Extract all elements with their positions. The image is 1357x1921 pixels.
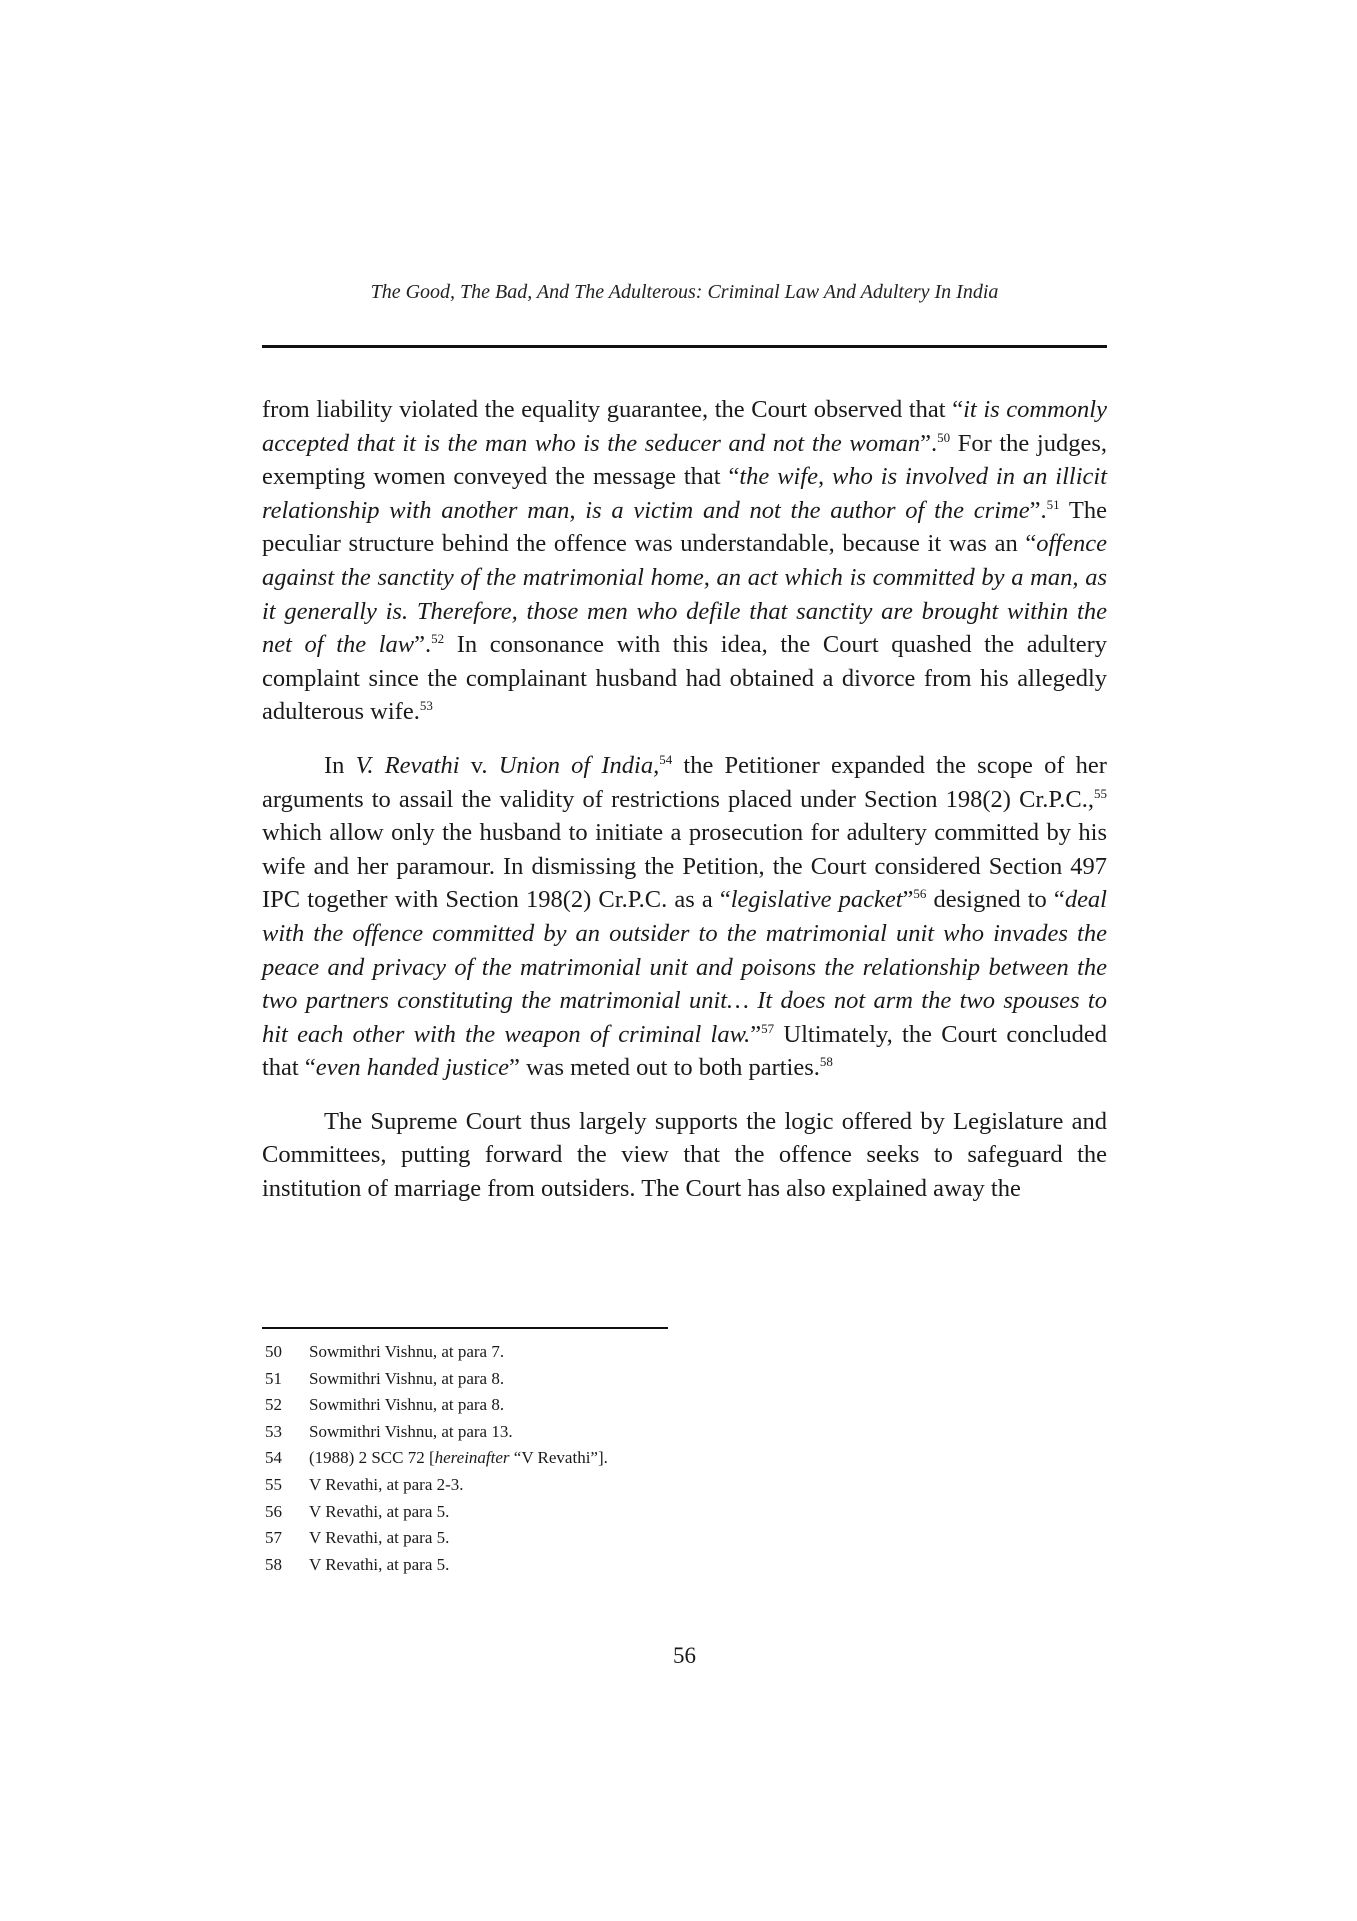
footnote-ref[interactable]: 57 — [761, 1020, 775, 1036]
footnote-ref[interactable]: 53 — [419, 698, 433, 714]
italic-text: hereinafter — [434, 1448, 510, 1468]
footnote-item — [265, 1472, 1105, 1499]
footnote-text — [309, 1392, 504, 1419]
footnote-item — [265, 1366, 1105, 1393]
footnote-item — [265, 1392, 1105, 1419]
paragraph-2 — [262, 749, 1107, 1085]
text-run: V Revathi, at para 2-3. — [309, 1474, 464, 1494]
footnote-number: 56 — [265, 1501, 282, 1521]
text-run: ”. — [1029, 496, 1047, 524]
text-run: v. — [459, 751, 499, 779]
body-text — [262, 393, 1107, 1226]
text-run: Sowmithri Vishnu, at para 8. — [309, 1395, 505, 1415]
footnote-ref[interactable]: 58 — [819, 1054, 833, 1070]
footnote-text — [309, 1339, 504, 1366]
text-run: Ultimately, the Court concluded that “ — [262, 1020, 1107, 1082]
footnote-item — [265, 1499, 1105, 1526]
running-header: The Good, The Bad, And The Adulterous: Criminal Law And Adultery In India — [370, 281, 999, 303]
footnote-ref[interactable]: 51 — [1046, 496, 1060, 512]
text-run: V Revathi, at para 5. — [309, 1528, 450, 1548]
footnote-text — [309, 1366, 504, 1393]
italic-text: deal with the offence committed by an outsider to the matrimonial unit who invades the peace and privacy of the matrimonial unit and poisons the relationship between the two partners constituting the matrimonial unit… It does not arm the two spouses to hit each other with the weapon of criminal law. — [262, 886, 1107, 1048]
footnote-number: 57 — [265, 1528, 282, 1548]
footnote-ref[interactable]: 55 — [1094, 785, 1107, 801]
text-run: Sowmithri Vishnu, at para 13. — [309, 1421, 513, 1441]
footnote-number: 51 — [265, 1368, 282, 1388]
header-rule — [262, 345, 1107, 348]
footnote-item — [265, 1419, 1105, 1446]
page-number: 56 — [673, 1643, 696, 1668]
footnote-text — [309, 1552, 449, 1579]
footnote-item — [265, 1525, 1105, 1552]
text-run: In consonance with this idea, the Court quashed the adultery complaint since the complainant husband had obtained a divorce from his allegedly adulterous wife. — [262, 631, 1107, 726]
paragraph-1 — [262, 393, 1107, 729]
italic-text: the wife, who is involved in an illicit relationship with another man, is a victim and not the author of the crime — [262, 463, 1108, 524]
footnote-number: 53 — [265, 1421, 282, 1441]
text-run: ” — [750, 1020, 762, 1048]
text-run: The Supreme Court thus largely supports the logic offered by Legislature and Committees, putting forward the view that the offence seeks to safeguard the institution of marriage from outsiders. The Court has also explained away the — [262, 1107, 1107, 1203]
footnote-text — [309, 1445, 608, 1472]
footnote-text — [309, 1499, 449, 1526]
text-run: which allow only the husband to initiate a prosecution for adultery committed by his wife and her paramour. In dismissing the Petition, the Court considered Section 497 IPC together with Section 198(2) Cr.P.C. as a “ — [262, 819, 1107, 914]
paragraph-3 — [262, 1105, 1107, 1206]
italic-text: it is commonly accepted that it is the man who is the seducer and not the woman — [262, 396, 1107, 457]
footnote-number: 58 — [265, 1554, 282, 1574]
footnote-ref[interactable]: 50 — [937, 429, 951, 445]
text-run: ” — [902, 886, 914, 914]
text-run: Sowmithri Vishnu, at para 8. — [309, 1368, 505, 1388]
italic-text: offence against the sanctity of the matrimonial home, an act which is committed by a man, as it generally is. Therefore, those men who defile that sanctity are brought within the net of the law — [262, 530, 1107, 659]
text-run: “V Revathi”]. — [509, 1448, 608, 1468]
footnote-number: 55 — [265, 1474, 282, 1494]
footnote-number: 50 — [265, 1342, 282, 1361]
text-run: ” was meted out to both parties. — [508, 1054, 820, 1082]
text-run: ”. — [414, 631, 432, 659]
text-run: V Revathi, at para 5. — [309, 1554, 450, 1574]
text-run: Sowmithri Vishnu, at para 7. — [309, 1342, 505, 1361]
footnote-text — [309, 1525, 449, 1552]
footnote-item — [265, 1445, 1105, 1472]
text-run: from liability violated the equality guarantee, the Court observed that “ — [262, 396, 964, 423]
text-run: In — [324, 751, 356, 779]
text-run: designed to “ — [926, 886, 1065, 914]
footnote-item — [265, 1339, 1105, 1366]
footnote-text — [309, 1472, 464, 1499]
footnote-ref[interactable]: 52 — [431, 631, 445, 647]
footnote-rule — [262, 1327, 668, 1329]
text-run: ”. — [920, 429, 938, 457]
footnotes — [265, 1339, 1105, 1578]
footnote-number: 54 — [265, 1448, 282, 1468]
text-run: For the judges, exempting women conveyed the message that “ — [262, 429, 1107, 491]
footnote-number: 52 — [265, 1395, 282, 1415]
text-run: V Revathi, at para 5. — [309, 1501, 450, 1521]
footnote-ref[interactable]: 56 — [913, 886, 927, 902]
footnote-ref[interactable]: 54 — [659, 751, 673, 767]
italic-text: even handed justice — [315, 1054, 509, 1082]
italic-text: Union of India, — [498, 751, 660, 779]
footnote-item — [265, 1552, 1105, 1579]
text-run: The peculiar structure behind the offence was understandable, because it was an “ — [262, 496, 1107, 558]
italic-text: legislative packet — [730, 886, 903, 914]
text-run: the Petitioner expanded the scope of her arguments to assail the validity of restrictions placed under Section 198(2) Cr.P.C., — [262, 751, 1107, 813]
italic-text: V. Revathi — [355, 751, 460, 779]
text-run: (1988) 2 SCC 72 [ — [309, 1448, 435, 1468]
footnote-text — [309, 1419, 513, 1446]
